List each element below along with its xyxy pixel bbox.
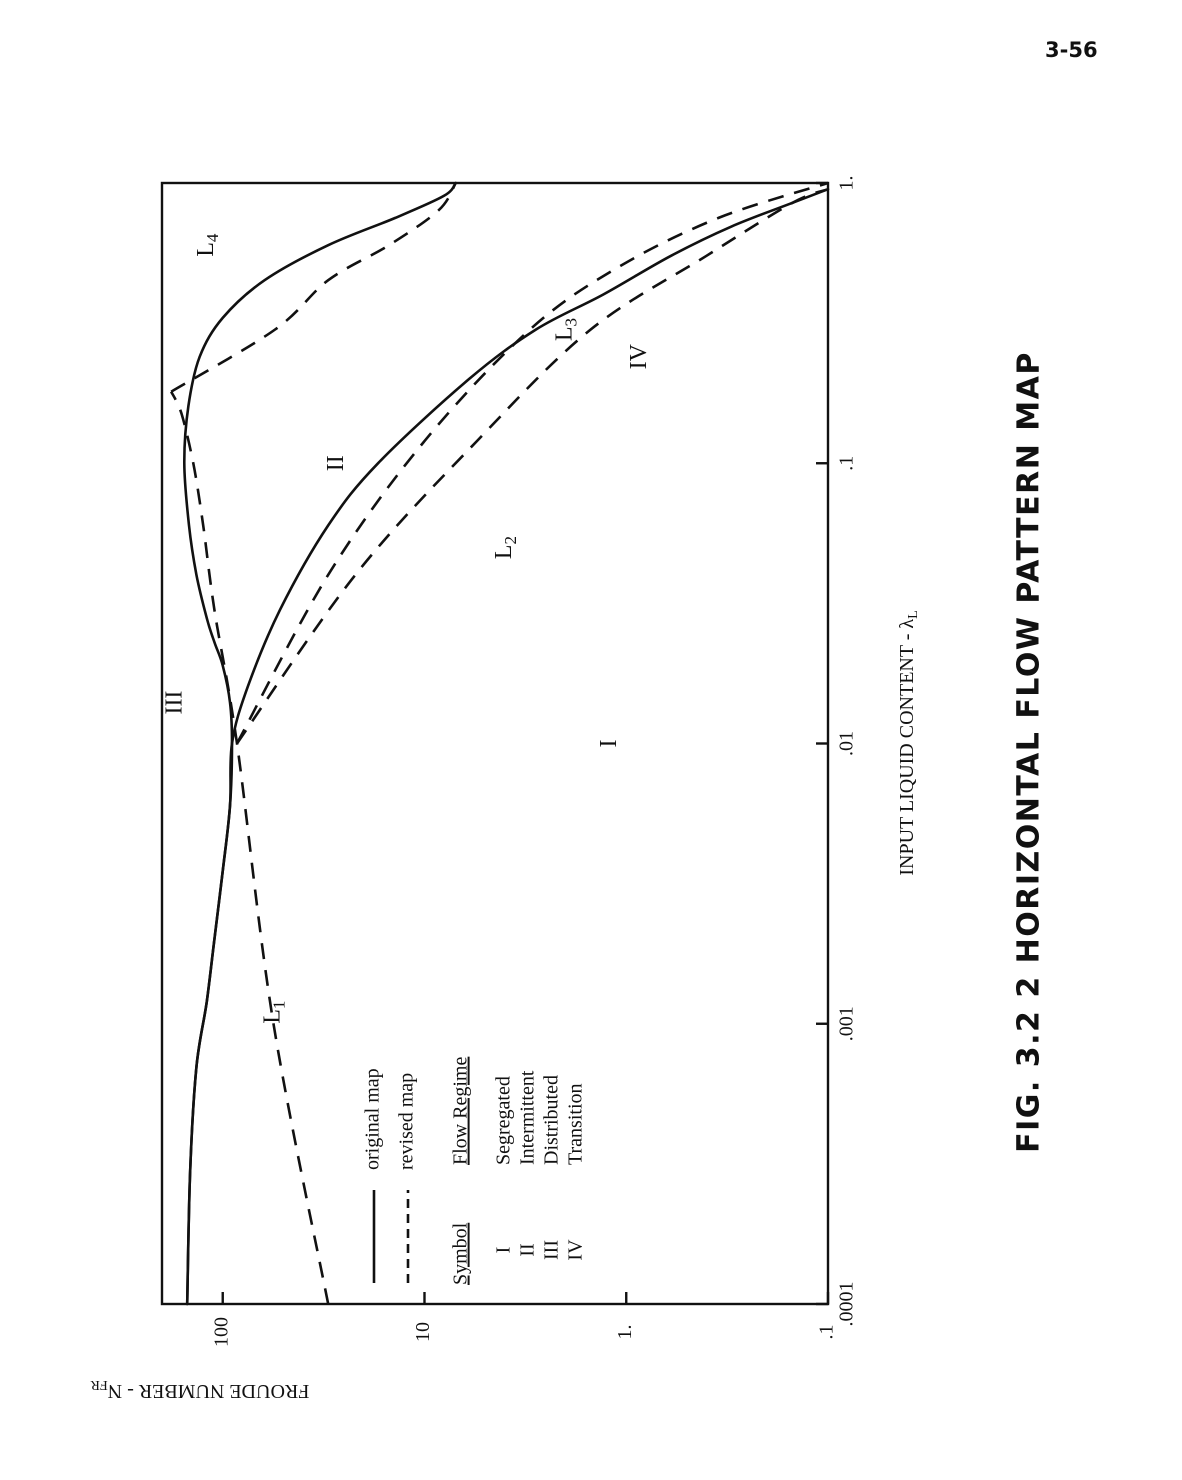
legend-regime: Segregated (492, 1076, 515, 1165)
legend-header-symbol: Symbol (449, 1222, 472, 1285)
legend-entry-label: revised map (395, 1072, 418, 1170)
legend-regime: Transition (564, 1083, 587, 1165)
x-tick-label: .001 (835, 1006, 858, 1042)
region-label: III (161, 690, 188, 715)
legend-regime: Intermittent (516, 1070, 539, 1165)
legend-regime: Distributed (540, 1075, 563, 1165)
region-label: II (322, 455, 349, 472)
revised-map-line-2 (171, 392, 328, 1304)
y-tick-label: 1. (613, 1324, 636, 1340)
boundary-label-L3: $L_3$ (551, 317, 581, 342)
x-tick-label: 1. (835, 175, 858, 191)
legend-entry-label: original map (361, 1068, 384, 1170)
x-tick-label: .1 (835, 455, 858, 471)
y-axis-title: FROUDE NUMBER - $N_{FR}$ (90, 1376, 310, 1403)
region-label: I (595, 739, 622, 748)
x-axis-title: INPUT LIQUID CONTENT - $\lambda_L$ (895, 610, 922, 876)
legend-header-regime: Flow Regime (449, 1056, 472, 1165)
figure-caption: FIG. 3.2 2 HORIZONTAL FLOW PATTERN MAP (1011, 351, 1047, 1153)
y-tick-label: 10 (412, 1322, 435, 1342)
legend-symbol: III (540, 1240, 563, 1260)
y-tick-label: 100 (210, 1317, 233, 1347)
legend-symbol: II (516, 1243, 539, 1257)
boundary-label-L1: $L_1$ (259, 1000, 289, 1024)
revised-map-line-3 (171, 183, 456, 392)
page-number: 3-56 (1045, 38, 1098, 62)
x-tick-label: .01 (835, 731, 858, 756)
boundary-label-L2: $L_2$ (490, 536, 520, 560)
legend-symbol: IV (564, 1239, 587, 1261)
x-tick-label: .0001 (835, 1281, 858, 1327)
y-tick-label: .1 (815, 1324, 838, 1340)
boundary-label-L4: $L_4$ (192, 233, 222, 257)
region-label: IV (625, 344, 653, 370)
legend-symbol: I (492, 1246, 515, 1254)
